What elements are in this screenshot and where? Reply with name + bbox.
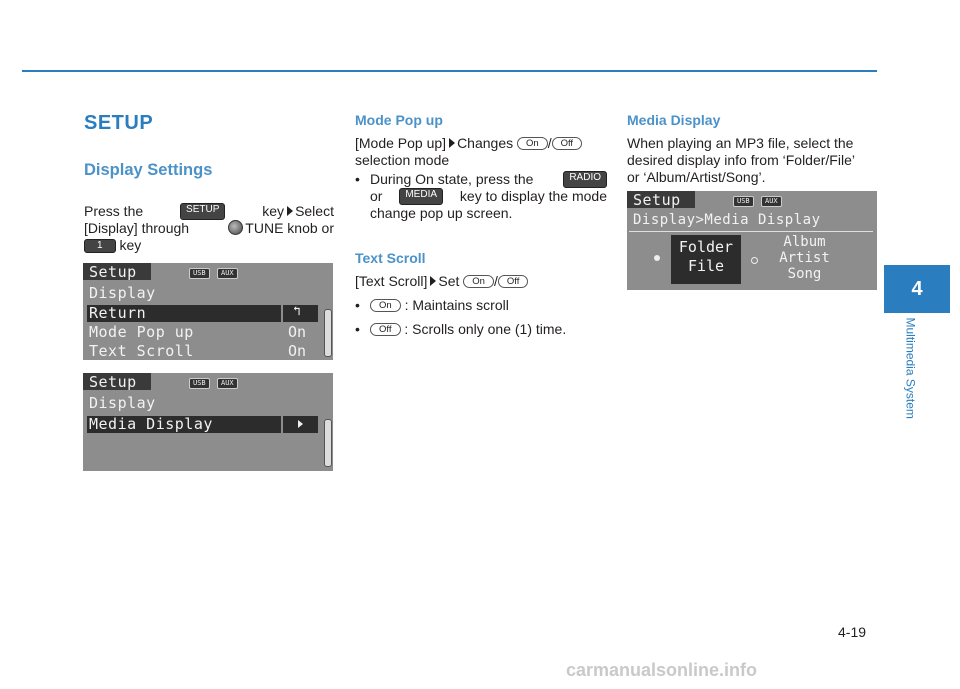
text: Set: [438, 273, 460, 289]
screen-row-display: Display: [89, 284, 156, 302]
aux-tag: AUX: [761, 196, 782, 207]
screen-media-display-menu: [83, 373, 333, 471]
screen-row-text-scroll: Text Scroll: [89, 342, 194, 360]
usb-tag: USB: [189, 268, 210, 279]
option-album-artist-song: [767, 234, 842, 282]
preset-1-key: 1: [84, 239, 116, 253]
screen-title: Setup: [89, 263, 137, 281]
on-key: On: [463, 275, 494, 288]
scrollbar: [324, 309, 332, 357]
media-display-heading: Media Display: [627, 112, 721, 128]
radio-unselected-icon: [751, 257, 758, 264]
option-text: Artist: [779, 250, 830, 266]
screen-value: On: [288, 342, 307, 360]
chapter-label-text: Multimedia System: [903, 317, 918, 419]
radio-key: RADIO: [563, 171, 607, 188]
mode-popup-text: [355, 135, 607, 222]
screen-breadcrumb: Display>Media Display: [633, 212, 821, 228]
aux-tag: AUX: [217, 378, 238, 389]
text: or: [370, 188, 383, 204]
usb-tag: USB: [189, 378, 210, 389]
return-icon: ↰: [293, 304, 301, 319]
screen-value: On: [288, 323, 307, 341]
aux-tag: AUX: [217, 268, 238, 279]
text: or ‘Album/Artist/Song’.: [627, 169, 766, 185]
text: : Maintains scroll: [404, 297, 509, 313]
arrow-right-icon: [298, 420, 303, 428]
screen-row-display: Display: [89, 394, 156, 412]
radio-selected-icon: [654, 255, 660, 261]
screen-row-return: Return: [89, 304, 147, 322]
text: change pop up screen.: [370, 205, 513, 221]
text-scroll-text: [355, 273, 607, 338]
off-key: Off: [552, 137, 583, 150]
slash: /: [547, 135, 552, 151]
text: desired display info from ‘Folder/File’: [627, 152, 855, 168]
arrow-right-icon: [449, 138, 455, 148]
text: key: [119, 237, 142, 253]
chapter-label: [903, 318, 919, 443]
section-title: SETUP: [84, 112, 154, 134]
off-key: Off: [370, 323, 401, 336]
option-text: Song: [787, 266, 822, 282]
text: : Scrolls only one (1) time.: [404, 321, 567, 337]
on-key: On: [517, 137, 548, 150]
screen-display-settings: [83, 263, 333, 360]
display-settings-heading: Display Settings: [84, 161, 213, 179]
text: key: [262, 203, 285, 219]
text: When playing an MP3 file, select the: [627, 135, 854, 151]
option-folder-file: [671, 238, 741, 276]
text: key to display the mode: [459, 188, 607, 204]
divider: [629, 231, 873, 232]
screen-title: Setup: [89, 373, 137, 391]
mode-popup-heading: Mode Pop up: [355, 112, 443, 128]
arrow-right-icon: [430, 276, 436, 286]
screen-row-mode-popup: Mode Pop up: [89, 323, 194, 341]
text-scroll-heading: Text Scroll: [355, 250, 426, 266]
option-text: Folder: [678, 238, 734, 256]
chapter-tab: 4: [884, 265, 950, 313]
text: [Mode Pop up]: [355, 135, 447, 151]
media-display-text: [627, 135, 879, 186]
slash: /: [493, 273, 498, 289]
header-rule: [22, 70, 877, 72]
media-key: MEDIA: [399, 188, 443, 205]
footer-watermark: carmanualsonline.info: [566, 660, 758, 680]
page-number: 4-19: [838, 624, 867, 640]
scrollbar: [324, 419, 332, 467]
setup-key: SETUP: [180, 203, 225, 220]
text: Changes: [457, 135, 514, 151]
screen-row-media-display: Media Display: [89, 415, 213, 433]
display-settings-text: [84, 203, 334, 254]
text: selection mode: [355, 152, 450, 168]
option-text: File: [687, 257, 725, 275]
on-key: On: [370, 299, 401, 312]
screen-media-display-options: [627, 191, 877, 290]
text: [Display] through: [84, 220, 190, 236]
text: TUNE knob or: [245, 220, 334, 236]
usb-tag: USB: [733, 196, 754, 207]
arrow-right-icon: [287, 206, 293, 216]
screen-title: Setup: [633, 191, 681, 209]
text: [Text Scroll]: [355, 273, 428, 289]
tune-knob-icon: [228, 220, 243, 235]
off-key: Off: [498, 275, 529, 288]
option-text: Album: [783, 234, 826, 250]
text: • During On state, press the: [370, 171, 534, 187]
text: Press the: [84, 203, 144, 219]
text: Select: [295, 203, 334, 219]
